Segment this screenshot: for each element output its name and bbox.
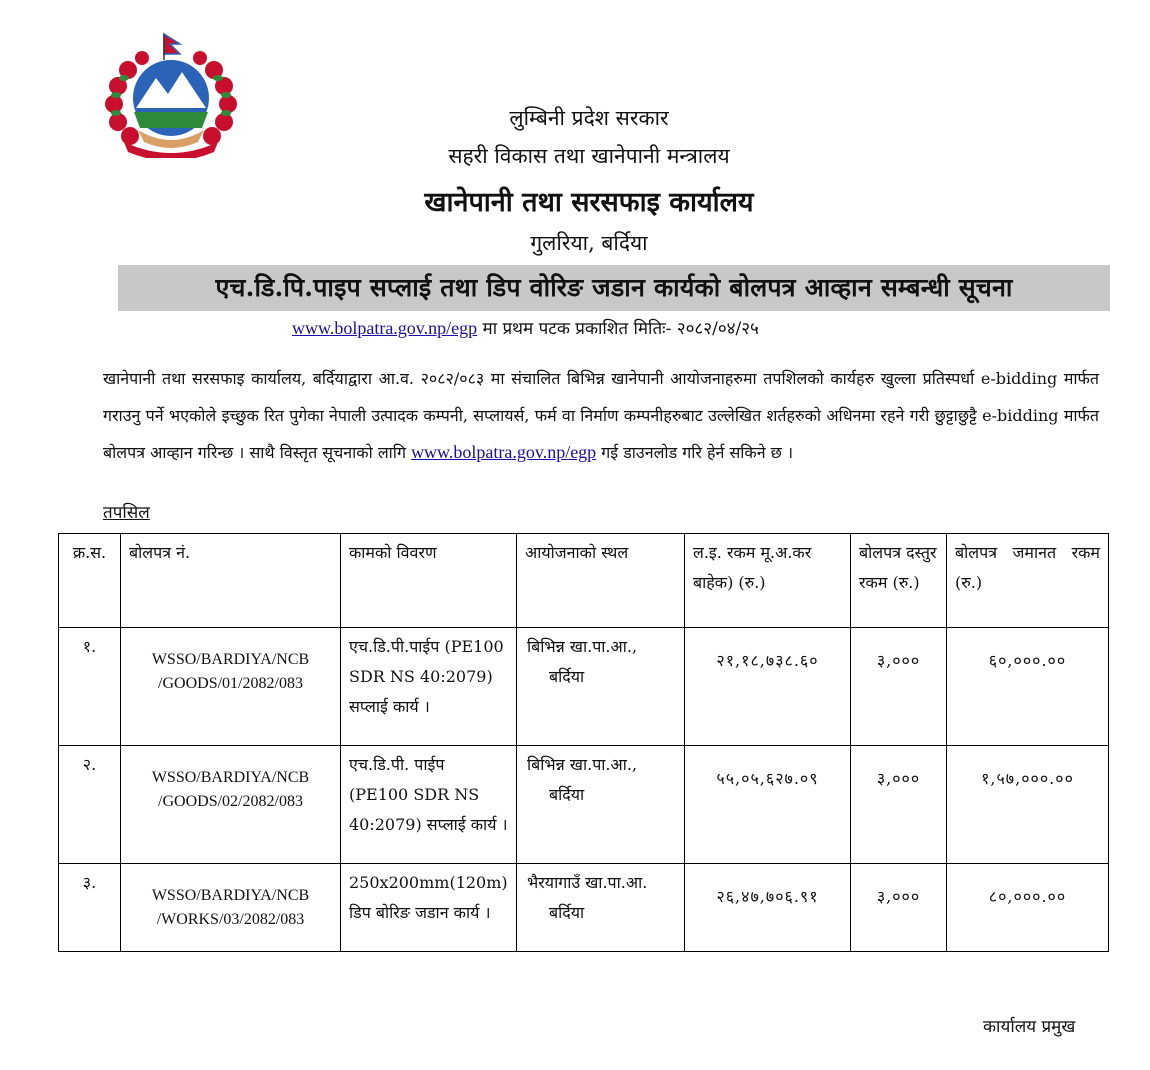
notice-body-text: खानेपानी तथा सरसफाइ कार्यालय, बर्दियाद्वारा आ.व. २०८२/०८३ मा संचालित बिभिन्न खानेपानी आयोजनाहरुमा तपशिलको कार्यहरु खुल्ला प्रतिस्पर्धा e-bidding मार्फत गराउनु पर्ने भएकोले इच्छुक रित पुगेका नेपाली उत्पादक कम्पनी, सप्लायर्स, फर्म वा निर्माण कम्पनीहरुबाट उल्लेखित शर्तहरुको अधिनमा रहने गरी छुट्टाछुट्टै e-bidding मार्फत बोलपत्र आव्हान गरिन्छ । साथै विस्तृत सूचनाको लागि <box>103 369 1099 462</box>
cell-location <box>517 746 685 864</box>
notice-body-text-end: गई डाउनलोड गरि हेर्न सकिने छ । <box>601 443 794 462</box>
header-estimate: ल.इ. रकम मू.अ.कर बाहेक) (रु.) <box>685 534 851 628</box>
table-row <box>59 864 1109 952</box>
cell-bid-no <box>121 746 341 864</box>
location-line1: बिभिन्न खा.पा.आ., <box>527 637 638 656</box>
bid-no-line1: WSSO/BARDIYA/NCB <box>151 887 310 904</box>
cell-sn: ३. <box>59 864 121 952</box>
cell-sn: १. <box>59 628 121 746</box>
body-download-link[interactable]: www.bolpatra.gov.np/egp <box>411 442 597 462</box>
cell-bid-no <box>121 628 341 746</box>
cell-estimate: २१,१८,७३८.६० <box>685 628 851 746</box>
cell-security: ६०,०००.०० <box>947 628 1109 746</box>
location-line1: भैरयागाउँ खा.पा.आ. <box>527 873 648 892</box>
cell-description: एच.डि.पी. पाईप (PE100 SDR NS 40:2079) सप्लाई कार्य । <box>341 746 517 864</box>
cell-estimate: ५५,०५,६२७.०९ <box>685 746 851 864</box>
table-header-row <box>59 534 1109 628</box>
cell-description: एच.डि.पी.पाईप (PE100 SDR NS 40:2079) सप्लाई कार्य । <box>341 628 517 746</box>
publication-line <box>292 316 759 339</box>
bid-schedule-table <box>58 533 1109 952</box>
office-location: गुलरिया, बर्दिया <box>530 231 648 255</box>
notice-body <box>103 361 1099 472</box>
header-bid-no: बोलपत्र नं. <box>121 534 341 628</box>
bid-no-line1: WSSO/BARDIYA/NCB <box>151 651 310 668</box>
cell-description: 250x200mm(120m) डिप बोरिङ जडान कार्य । <box>341 864 517 952</box>
location-line2: बर्दिया <box>549 903 585 922</box>
bid-no-line2: /GOODS/02/2082/083 <box>158 793 303 810</box>
cell-fee: ३,००० <box>851 864 947 952</box>
bid-no-line2: /GOODS/01/2082/083 <box>158 675 303 692</box>
cell-sn: २. <box>59 746 121 864</box>
notice-title: एच.डि.पि.पाइप सप्लाई तथा डिप वोरिङ जडान कार्यको बोलपत्र आव्हान सम्बन्धी सूचना <box>118 265 1110 311</box>
cell-fee: ३,००० <box>851 628 947 746</box>
office-title: खानेपानी तथा सरसफाइ कार्यालय <box>424 187 754 218</box>
location-line2: बर्दिया <box>549 785 585 804</box>
location-line2: बर्दिया <box>549 667 585 686</box>
header-security: बोलपत्र जमानत रकम (रु.) <box>947 534 1109 628</box>
nepal-government-emblem-icon <box>98 30 244 158</box>
header-location: आयोजनाको स्थल <box>517 534 685 628</box>
table-row <box>59 746 1109 864</box>
cell-security: ८०,०००.०० <box>947 864 1109 952</box>
table-row <box>59 628 1109 746</box>
header-description: कामको विवरण <box>341 534 517 628</box>
bid-no-line1: WSSO/BARDIYA/NCB <box>151 769 310 786</box>
cell-bid-no <box>121 864 341 952</box>
province-government-title: लुम्बिनी प्रदेश सरकार <box>509 106 669 130</box>
publication-link[interactable]: www.bolpatra.gov.np/egp <box>292 318 478 338</box>
cell-location <box>517 628 685 746</box>
cell-fee: ३,००० <box>851 746 947 864</box>
bid-no-line2: /WORKS/03/2082/083 <box>156 911 305 928</box>
cell-security: १,५७,०००.०० <box>947 746 1109 864</box>
header-fee: बोलपत्र दस्तुर रकम (रु.) <box>851 534 947 628</box>
office-chief-signature: कार्यालय प्रमुख <box>983 1017 1076 1037</box>
publication-date-text: मा प्रथम पटक प्रकाशित मितिः- २०८२/०४/२५ <box>482 319 759 339</box>
cell-location <box>517 864 685 952</box>
schedule-label: तपसिल <box>103 503 150 523</box>
cell-estimate: २६,४७,७०६.९१ <box>685 864 851 952</box>
ministry-title: सहरी विकास तथा खानेपानी मन्त्रालय <box>448 144 730 168</box>
location-line1: बिभिन्न खा.पा.आ., <box>527 755 638 774</box>
header-sn: क्र.स. <box>59 534 121 628</box>
